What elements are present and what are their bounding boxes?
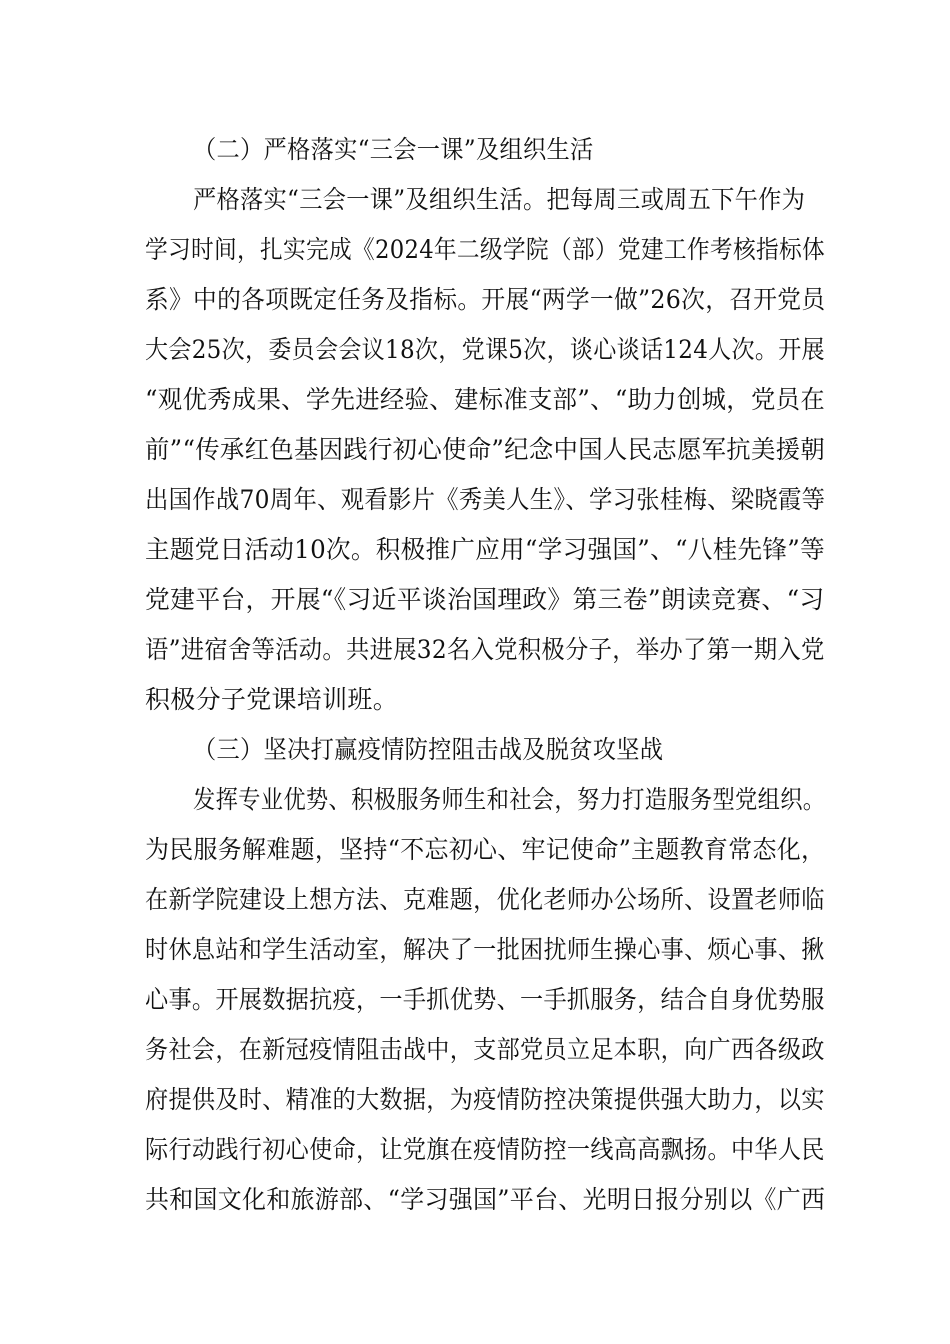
section-2-line: 前”“传承红色基因践行初心使命”纪念中国人民志愿军抗美援朝 bbox=[145, 435, 826, 464]
section-3-line: 心事。开展数据抗疫，一手抓优势、一手抓服务，结合自身优势服 bbox=[145, 985, 825, 1014]
section-2-heading: （二）严格落实“三会一课”及组织生活 bbox=[193, 135, 594, 164]
section-2-line: “观优秀成果、学先进经验、建标准支部”、“助力创城，党员在 bbox=[145, 385, 826, 414]
section-3-heading: （三）坚决打赢疫情防控阻击战及脱贫攻坚战 bbox=[193, 735, 664, 764]
section-3-line: 府提供及时、精准的大数据，为疫情防控决策提供强大助力，以实 bbox=[145, 1085, 825, 1114]
section-2-line: 严格落实“三会一课”及组织生活。把每周三或周五下午作为 bbox=[193, 185, 806, 214]
section-3-line: 务社会，在新冠疫情阻击战中，支部党员立足本职，向广西各级政 bbox=[145, 1035, 825, 1064]
section-3-line: 发挥专业优势、积极服务师生和社会，努力打造服务型党组织。 bbox=[193, 785, 826, 814]
section-2-line: 党建平台，开展“《习近平谈治国理政》第三卷”朗读竞赛、“习 bbox=[145, 585, 825, 614]
section-3-line: 际行动践行初心使命，让党旗在疫情防控一线高高飘扬。中华人民 bbox=[145, 1135, 825, 1164]
section-3-line: 在新学院建设上想方法、克难题，优化老师办公场所、设置老师临 bbox=[145, 885, 825, 914]
section-2-line: 系》中的各项既定任务及指标。开展“两学一做”26次，召开党员 bbox=[145, 285, 826, 314]
section-2-line: 学习时间，扎实完成《2024年二级学院（部）党建工作考核指标体 bbox=[145, 235, 825, 264]
section-2-line: 出国作战70周年、观看影片《秀美人生》、学习张桂梅、梁晓霞等 bbox=[145, 485, 826, 514]
section-3-line: 共和国文化和旅游部、“学习强国”平台、光明日报分别以《广西 bbox=[145, 1185, 826, 1214]
section-3-line: 时休息站和学生活动室，解决了一批困扰师生操心事、烦心事、揪 bbox=[145, 935, 825, 964]
section-2-line: 大会25次，委员会会议18次，党课5次，谈心谈话124人次。开展 bbox=[145, 335, 825, 364]
section-3-line: 为民服务解难题，坚持“不忘初心、牢记使命”主题教育常态化， bbox=[145, 835, 826, 864]
section-2-line: 语”进宿舍等活动。共进展32名入党积极分子，举办了第一期入党 bbox=[145, 635, 825, 664]
section-2-line: 主题党日活动10次。积极推广应用“学习强国”、“八桂先锋”等 bbox=[145, 535, 825, 564]
section-2-line: 积极分子党课培训班。 bbox=[145, 685, 399, 714]
